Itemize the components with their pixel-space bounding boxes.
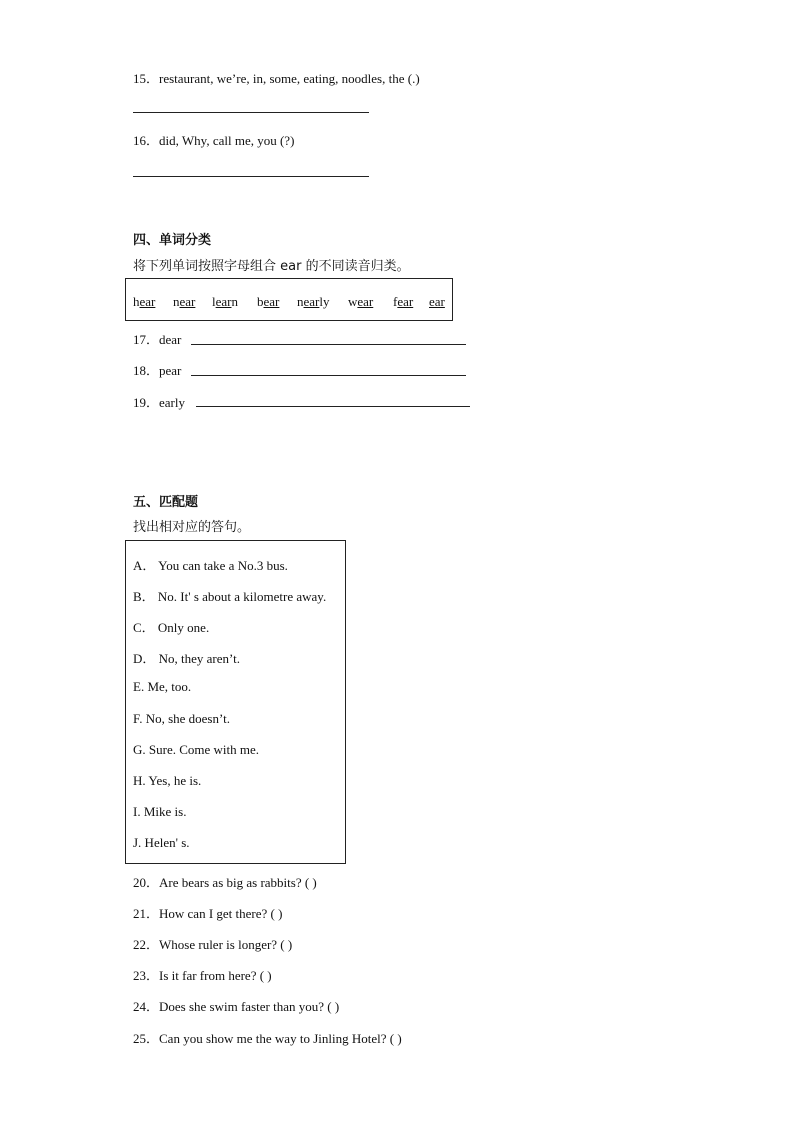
option-b: B． No. It' s about a kilometre away. (133, 589, 327, 604)
option-d: D． No, they aren’t. (133, 651, 240, 666)
item-17 (133, 329, 181, 348)
section-instruction-4: 将下列单词按照字母组合 ear 的不同读音归类。 (133, 259, 410, 274)
answer-line-17[interactable] (191, 344, 466, 345)
question-number: 15． (133, 71, 160, 86)
options-box (125, 540, 346, 864)
item-word: early (159, 395, 185, 410)
word-item: learn (212, 294, 238, 309)
section-heading-4: 四、单词分类 (133, 233, 212, 248)
option-c: C． Only one. (133, 620, 210, 635)
answer-line-15[interactable] (133, 112, 369, 113)
item-word: dear (159, 332, 182, 347)
item-19 (133, 392, 185, 411)
answer-line-19[interactable] (196, 406, 470, 407)
question-number: 23． (133, 968, 160, 983)
question-number: 22． (133, 937, 160, 952)
word-box (125, 278, 453, 321)
word-item: nearly (297, 294, 330, 309)
question-text: Can you show me the way to Jinling Hotel? ( ) (159, 1031, 402, 1046)
item-number: 17． (133, 332, 160, 347)
question-text: Are bears as big as rabbits? ( ) (159, 875, 317, 890)
option-h: H. Yes, he is. (133, 773, 202, 788)
option-g: G. Sure. Come with me. (133, 742, 260, 757)
question-text: How can I get there? ( ) (159, 906, 283, 921)
answer-line-16[interactable] (133, 176, 369, 177)
question-number: 24． (133, 999, 160, 1014)
question-20 (133, 872, 317, 891)
word-item: wear (348, 294, 374, 309)
question-text: Whose ruler is longer? ( ) (159, 937, 293, 952)
question-22 (133, 934, 292, 953)
question-number: 21． (133, 906, 160, 921)
section-instruction-5: 找出相对应的答句。 (133, 520, 251, 535)
option-j: J. Helen' s. (133, 835, 190, 850)
word-item: hear (133, 294, 156, 309)
word-item: ear (429, 294, 445, 309)
item-number: 18． (133, 363, 160, 378)
question-text: did, Why, call me, you (?) (159, 133, 295, 148)
question-text: Is it far from here? ( ) (159, 968, 272, 983)
question-25 (133, 1028, 402, 1047)
word-item: bear (257, 294, 280, 309)
answer-line-18[interactable] (191, 375, 466, 376)
option-f: F. No, she doesn’t. (133, 711, 230, 726)
question-23 (133, 965, 272, 984)
item-number: 19． (133, 395, 160, 410)
item-word: pear (159, 363, 182, 378)
question-number: 16． (133, 133, 160, 148)
question-number: 25． (133, 1031, 160, 1046)
question-text: Does she swim faster than you? ( ) (159, 999, 340, 1014)
item-18 (133, 360, 181, 379)
option-e: E. Me, too. (133, 679, 192, 694)
option-i: I. Mike is. (133, 804, 187, 819)
question-21 (133, 903, 282, 922)
option-a: A． You can take a No.3 bus. (133, 558, 288, 573)
question-15 (133, 68, 420, 87)
word-item: near (173, 294, 196, 309)
question-number: 20． (133, 875, 160, 890)
question-16 (133, 130, 294, 149)
section-heading-5: 五、匹配题 (133, 495, 199, 510)
question-text: restaurant, we’re, in, some, eating, noodles, the (.) (159, 71, 420, 86)
question-24 (133, 996, 339, 1015)
word-item: fear (393, 294, 414, 309)
